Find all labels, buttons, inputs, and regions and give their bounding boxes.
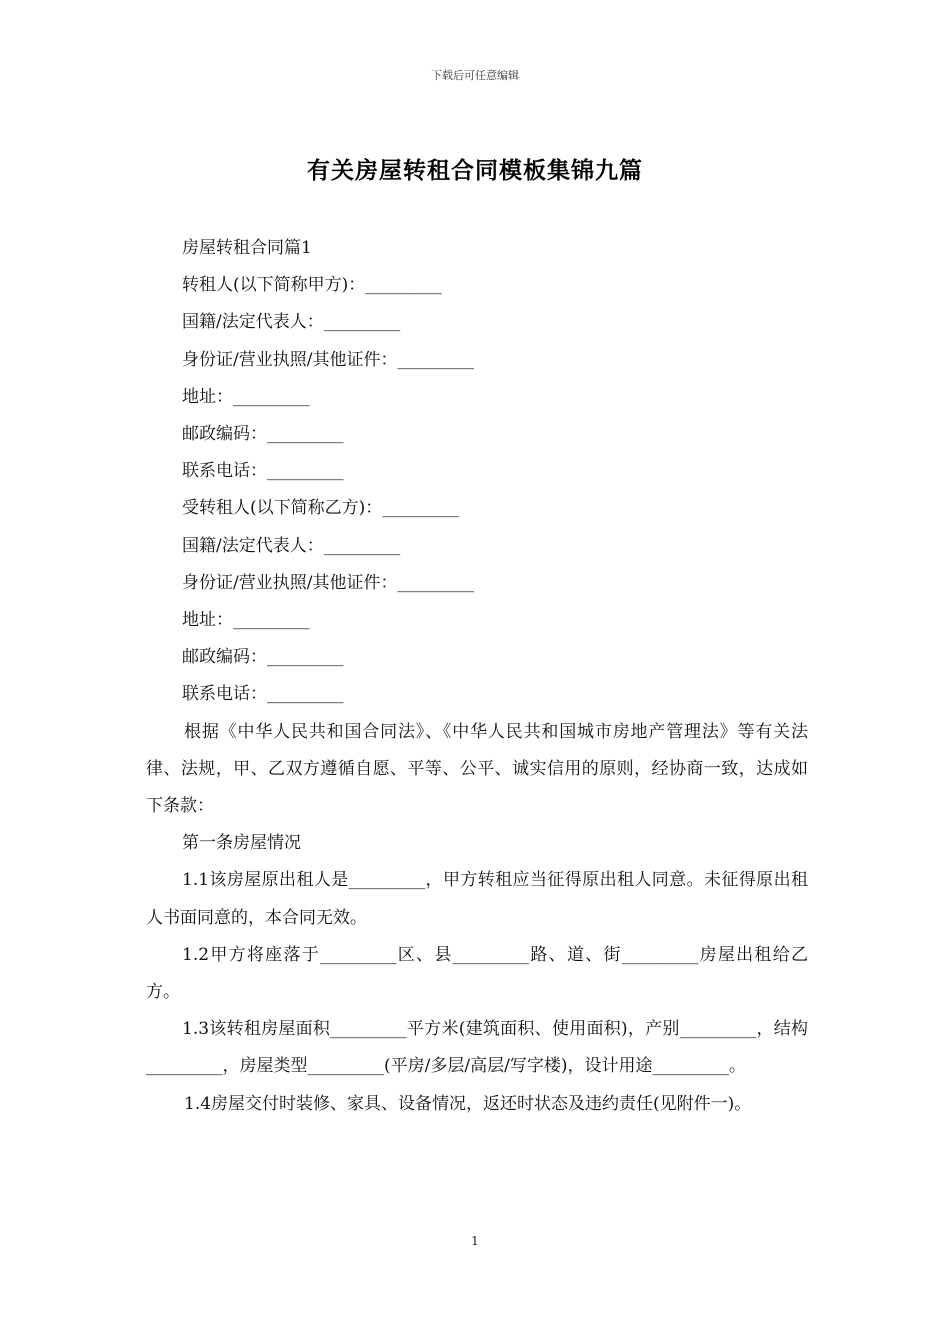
document-body — [146, 230, 808, 1123]
header-note: 下载后可任意编辑 — [431, 69, 519, 82]
document-title: 有关房屋转租合同模板集锦九篇 — [307, 158, 643, 184]
field-id-b: 身份证/营业执照/其他证件：_________ — [182, 572, 474, 593]
preamble-paragraph: 根据《中华人民共和国合同法》、《中华人民共和国城市房地产管理法》等有关法律、法规，甲、乙双方遵循自愿、平等、公平、诚实信用的原则，经协商一致，达成如下条款： — [146, 721, 808, 817]
field-sublessor: 转租人(以下简称甲方)：_________ — [182, 275, 442, 296]
field-subtenant: 受转租人(以下简称乙方)：_________ — [182, 498, 459, 519]
field-id-a: 身份证/营业执照/其他证件：_________ — [182, 349, 474, 370]
clause-1-4: 1.4房屋交付时装修、家具、设备情况，返还时状态及违约责任(见附件一)。 — [184, 1093, 752, 1114]
clause-1-2: 1.2甲方将座落于_________区、县_________路、道、街_________房屋出租给乙方。 — [146, 944, 808, 1003]
clause-1-3: 1.3该转租房屋面积_________平方米(建筑面积、使用面积)，产别_________，结构_________，房屋类型_________(平房/多层/高层/写字楼)，设计用途_________。 — [146, 1019, 808, 1077]
field-postcode-b: 邮政编码：_________ — [182, 647, 344, 668]
field-phone-b: 联系电话：_________ — [182, 684, 344, 705]
field-postcode-a: 邮政编码：_________ — [182, 424, 344, 445]
section-heading: 房屋转租合同篇1 — [182, 238, 312, 258]
field-address-b: 地址：_________ — [182, 610, 310, 631]
field-phone-a: 联系电话：_________ — [182, 461, 344, 482]
field-nationality-b: 国籍/法定代表人：_________ — [182, 535, 401, 556]
page-number: 1 — [471, 1234, 479, 1248]
field-nationality-a: 国籍/法定代表人：_________ — [182, 312, 401, 333]
clause-1-1: 1.1该房屋原出租人是_________，甲方转租应当征得原出租人同意。未征得原出租人书面同意的，本合同无效。 — [146, 870, 808, 928]
article-heading: 第一条房屋情况 — [182, 833, 301, 854]
field-address-a: 地址：_________ — [182, 386, 310, 407]
